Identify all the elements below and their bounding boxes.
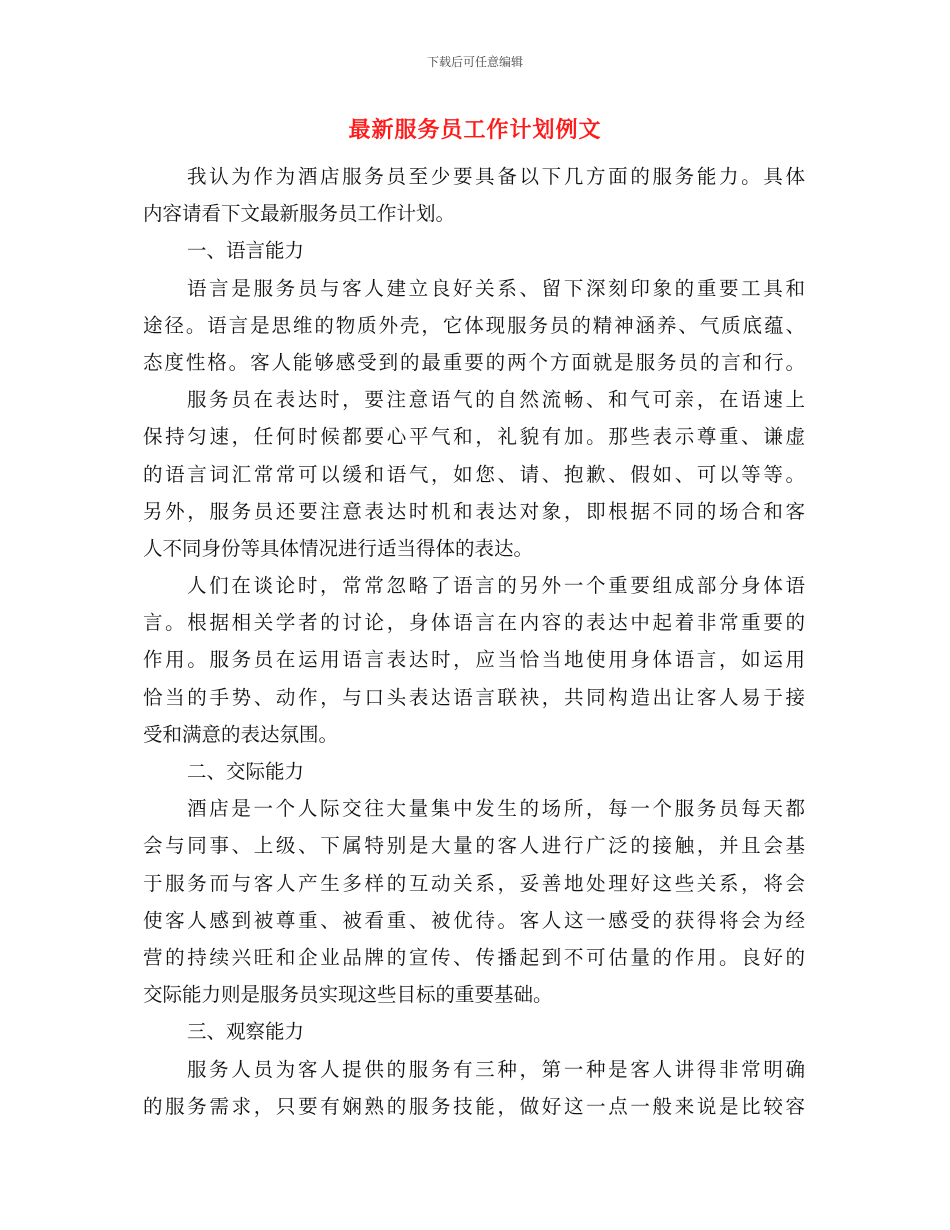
text-line: 一、语言能力 <box>187 239 305 263</box>
text-line: 会与同事、上级、下属特别是大量的客人进行广泛的接触，并且会基 <box>143 834 805 858</box>
text-line: 语言是服务员与客人建立良好关系、留下深刻印象的重要工具和 <box>187 276 805 300</box>
text-line: 人不同身份等具体情况进行适当得体的表达。 <box>143 536 534 560</box>
page-header-note: 下载后可任意编辑 <box>426 55 523 69</box>
text-line: 保持匀速，任何时候都要心平气和，礼貌有加。那些表示尊重、谦虚 <box>143 425 805 449</box>
text-line: 人们在谈论时，常常忽略了语言的另外一个重要组成部分身体语 <box>187 574 805 598</box>
text-line: 酒店是一个人际交往大量集中发生的场所，每一个服务员每天都 <box>187 797 805 821</box>
text-line: 三、观察能力 <box>187 1020 305 1044</box>
text-line: 营的持续兴旺和企业品牌的宣传、传播起到不可估量的作用。良好的 <box>143 945 805 969</box>
text-line: 服务员在表达时，要注意语气的自然流畅、和气可亲，在语速上 <box>187 388 805 412</box>
text-line: 言。根据相关学者的讨论，身体语言在内容的表达中起着非常重要的 <box>143 611 805 635</box>
text-line: 服务人员为客人提供的服务有三种，第一种是客人讲得非常明确 <box>187 1057 805 1081</box>
text-line: 于服务而与客人产生多样的互动关系，妥善地处理好这些关系，将会 <box>143 871 805 895</box>
text-line: 的语言词汇常常可以缓和语气，如您、请、抱歉、假如、可以等等。 <box>143 462 805 486</box>
text-line: 受和满意的表达氛围。 <box>143 722 339 746</box>
text-line: 我认为作为酒店服务员至少要具备以下几方面的服务能力。具体 <box>187 165 805 188</box>
text-line: 途径。语言是思维的物质外壳，它体现服务员的精神涵养、气质底蕴、 <box>143 313 805 337</box>
text-line: 二、交际能力 <box>187 760 305 783</box>
text-line: 内容请看下文最新服务员工作计划。 <box>143 202 456 226</box>
text-line: 态度性格。客人能够感受到的最重要的两个方面就是服务员的言和行。 <box>143 350 805 374</box>
text-line: 交际能力则是服务员实现这些目标的重要基础。 <box>143 983 553 1007</box>
text-line: 作用。服务员在运用语言表达时，应当恰当地使用身体语言，如运用 <box>143 648 805 672</box>
text-line: 另外，服务员还要注意表达时机和表达对象，即根据不同的场合和客 <box>143 499 805 523</box>
document-title: 最新服务员工作计划例文 <box>348 118 602 143</box>
text-line: 恰当的手势、动作，与口头表达语言联袂，共同构造出让客人易于接 <box>143 685 805 709</box>
document-body <box>143 158 805 1125</box>
text-line: 的服务需求，只要有娴熟的服务技能，做好这一点一般来说是比较容 <box>143 1094 805 1118</box>
text-line: 使客人感到被尊重、被看重、被优待。客人这一感受的获得将会为经 <box>143 908 805 932</box>
